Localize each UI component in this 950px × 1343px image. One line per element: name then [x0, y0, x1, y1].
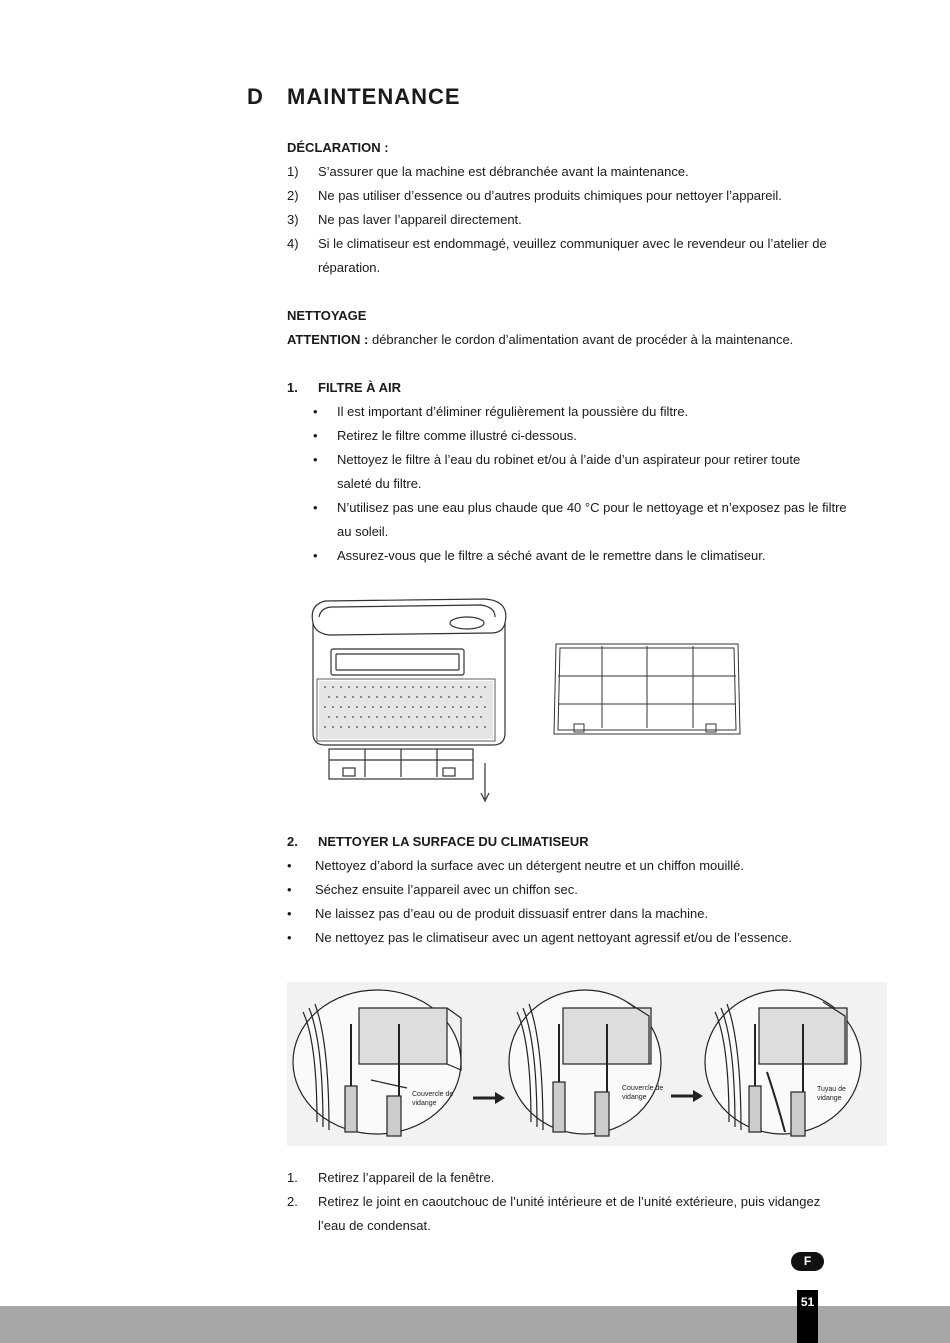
drain-pipe-label: Tuyau de: [817, 1086, 846, 1093]
bullet: •: [313, 404, 318, 419]
drain-cover-label-1b: vidange: [412, 1100, 437, 1107]
surface-bullet-text: Séchez ensuite l’appareil avec un chiffon sec.: [315, 882, 578, 897]
bullet: •: [287, 858, 292, 873]
drainage-steps-diagram: [287, 982, 887, 1146]
bullet: •: [313, 500, 318, 515]
declaration-item-number: 3): [287, 212, 299, 227]
section-letter: D: [247, 84, 264, 109]
filter-bullet-text: Il est important d’éliminer régulièrement la poussière du filtre.: [337, 404, 689, 419]
drain-cover-label-2b: vidange: [622, 1094, 647, 1101]
surface-bullet-text: Ne laissez pas d’eau ou de produit dissuasif entrer dans la machine.: [315, 906, 709, 921]
page-title: MAINTENANCE: [287, 84, 461, 109]
language-badge: F: [791, 1252, 824, 1271]
declaration-heading: DÉCLARATION :: [287, 140, 389, 155]
cleaning-heading: NETTOYAGE: [287, 308, 367, 323]
step-text: Retirez l’appareil de la fenêtre.: [318, 1170, 495, 1185]
step-number: 1.: [287, 1170, 298, 1185]
bullet: •: [313, 428, 318, 443]
filter-section-heading: FILTRE À AIR: [318, 380, 402, 395]
bullet: •: [287, 930, 292, 945]
attention-label: ATTENTION :: [287, 332, 369, 347]
drainage-step-2-illustration: [509, 990, 664, 1136]
drain-cover-label-1: Couvercle de: [412, 1091, 454, 1098]
bullet: •: [313, 452, 318, 467]
surface-section-number: 2.: [287, 834, 298, 849]
drain-cover-label-2: Couvercle de: [622, 1085, 664, 1092]
filter-bullet-text: Assurez-vous que le filtre a séché avant de le remettre dans le climatiseur.: [337, 548, 766, 563]
declaration-item-number: 2): [287, 188, 299, 203]
declaration-item-number: 1): [287, 164, 299, 179]
filter-section-number: 1.: [287, 380, 298, 395]
surface-bullet-text: Ne nettoyez pas le climatiseur avec un agent nettoyant agressif et/ou de l’essence.: [315, 930, 792, 945]
air-conditioner-illustration: [305, 593, 515, 805]
surface-bullet-text: Nettoyez d’abord la surface avec un détergent neutre et un chiffon mouillé.: [315, 858, 745, 873]
step-text: Retirez le joint en caoutchouc de l’unité intérieure et de l’unité extérieure, puis vidangez: [318, 1194, 821, 1209]
declaration-item-text: S’assurer que la machine est débranchée avant la maintenance.: [318, 164, 689, 179]
declaration-item-number: 4): [287, 236, 299, 251]
filter-bullet-text-continued: au soleil.: [337, 524, 389, 539]
bullet: •: [287, 906, 292, 921]
surface-section-heading: NETTOYER LA SURFACE DU CLIMATISEUR: [318, 834, 589, 849]
air-filter-illustration: [552, 640, 744, 740]
bullet: •: [313, 548, 318, 563]
declaration-item-text: Ne pas utiliser d’essence ou d’autres produits chimiques pour nettoyer l’appareil.: [318, 188, 782, 203]
step-text-continued: l’eau de condensat.: [318, 1218, 431, 1233]
step-number: 2.: [287, 1194, 298, 1209]
page-number: 51: [800, 1295, 815, 1309]
attention-text: débrancher le cordon d’alimentation avant de procéder à la maintenance.: [368, 332, 794, 347]
filter-bullet-text: Nettoyez le filtre à l’eau du robinet et/ou à l’aide d’un aspirateur pour retirer toute: [337, 452, 801, 467]
declaration-item-text: Ne pas laver l’appareil directement.: [318, 212, 522, 227]
filter-bullet-text-continued: saleté du filtre.: [337, 476, 422, 491]
declaration-item-text: Si le climatiseur est endommagé, veuillez communiquer avec le revendeur ou l’atelier de: [318, 236, 827, 251]
drainage-step-1-illustration: [293, 990, 461, 1136]
drain-pipe-label-b: vidange: [817, 1095, 842, 1102]
drainage-step-3-illustration: [705, 990, 861, 1136]
filter-bullet-text: N’utilisez pas une eau plus chaude que 40 °C pour le nettoyage et n’exposez pas le filtre: [337, 500, 847, 515]
attention-note: [287, 332, 793, 348]
bullet: •: [287, 882, 292, 897]
declaration-item-text-continued: réparation.: [318, 260, 381, 275]
filter-bullet-text: Retirez le filtre comme illustré ci-dessous.: [337, 428, 577, 443]
